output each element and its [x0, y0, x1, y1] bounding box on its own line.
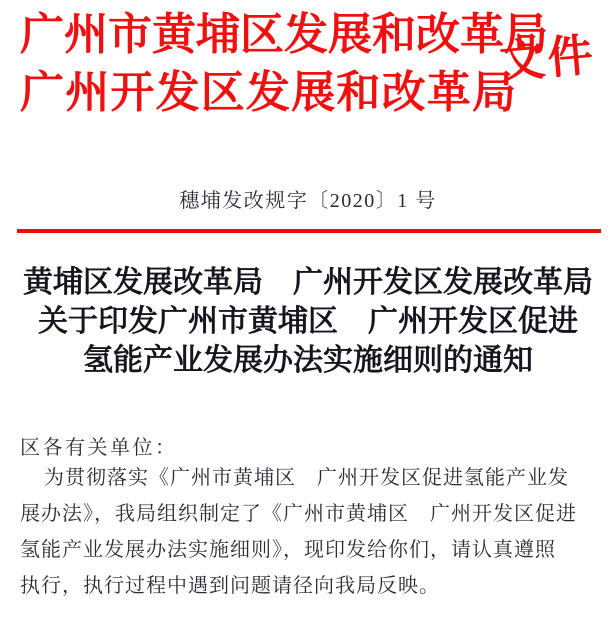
- letterhead-agency-line-1: 广州市黄埔区发展和改革局: [20, 10, 548, 59]
- document-title-line-2: 关于印发广州市黄埔区 广州开发区促进: [38, 305, 578, 338]
- salutation: 区各有关单位：: [20, 437, 178, 459]
- red-divider: [17, 229, 601, 233]
- body-paragraph-line: 氢能产业发展办法实施细则》，现印发给你们，请认真遵照: [20, 539, 556, 561]
- letterhead-agency-line-2: 广州开发区发展和改革局: [20, 68, 516, 117]
- body-paragraph-line: 展办法》，我局组织制定了《广州市黄埔区 广州开发区促进: [20, 503, 577, 525]
- doc-number: 穗埔发改规字〔2020〕1 号: [179, 190, 437, 212]
- document-title-line-1: 黄埔区发展改革局 广州开发区发展改革局: [23, 266, 593, 299]
- body-paragraph-line: 执行，执行过程中遇到问题请径向我局反映。: [20, 575, 440, 597]
- document-title-line-3: 氢能产业发展办法实施细则的通知: [83, 344, 533, 377]
- body-paragraph-line: 为贯彻落实《广州市黄埔区 广州开发区促进氢能产业发: [44, 467, 569, 489]
- doc-type-label: 文件: [497, 29, 598, 88]
- body-paragraph: [20, 460, 577, 604]
- document-title: [0, 263, 616, 380]
